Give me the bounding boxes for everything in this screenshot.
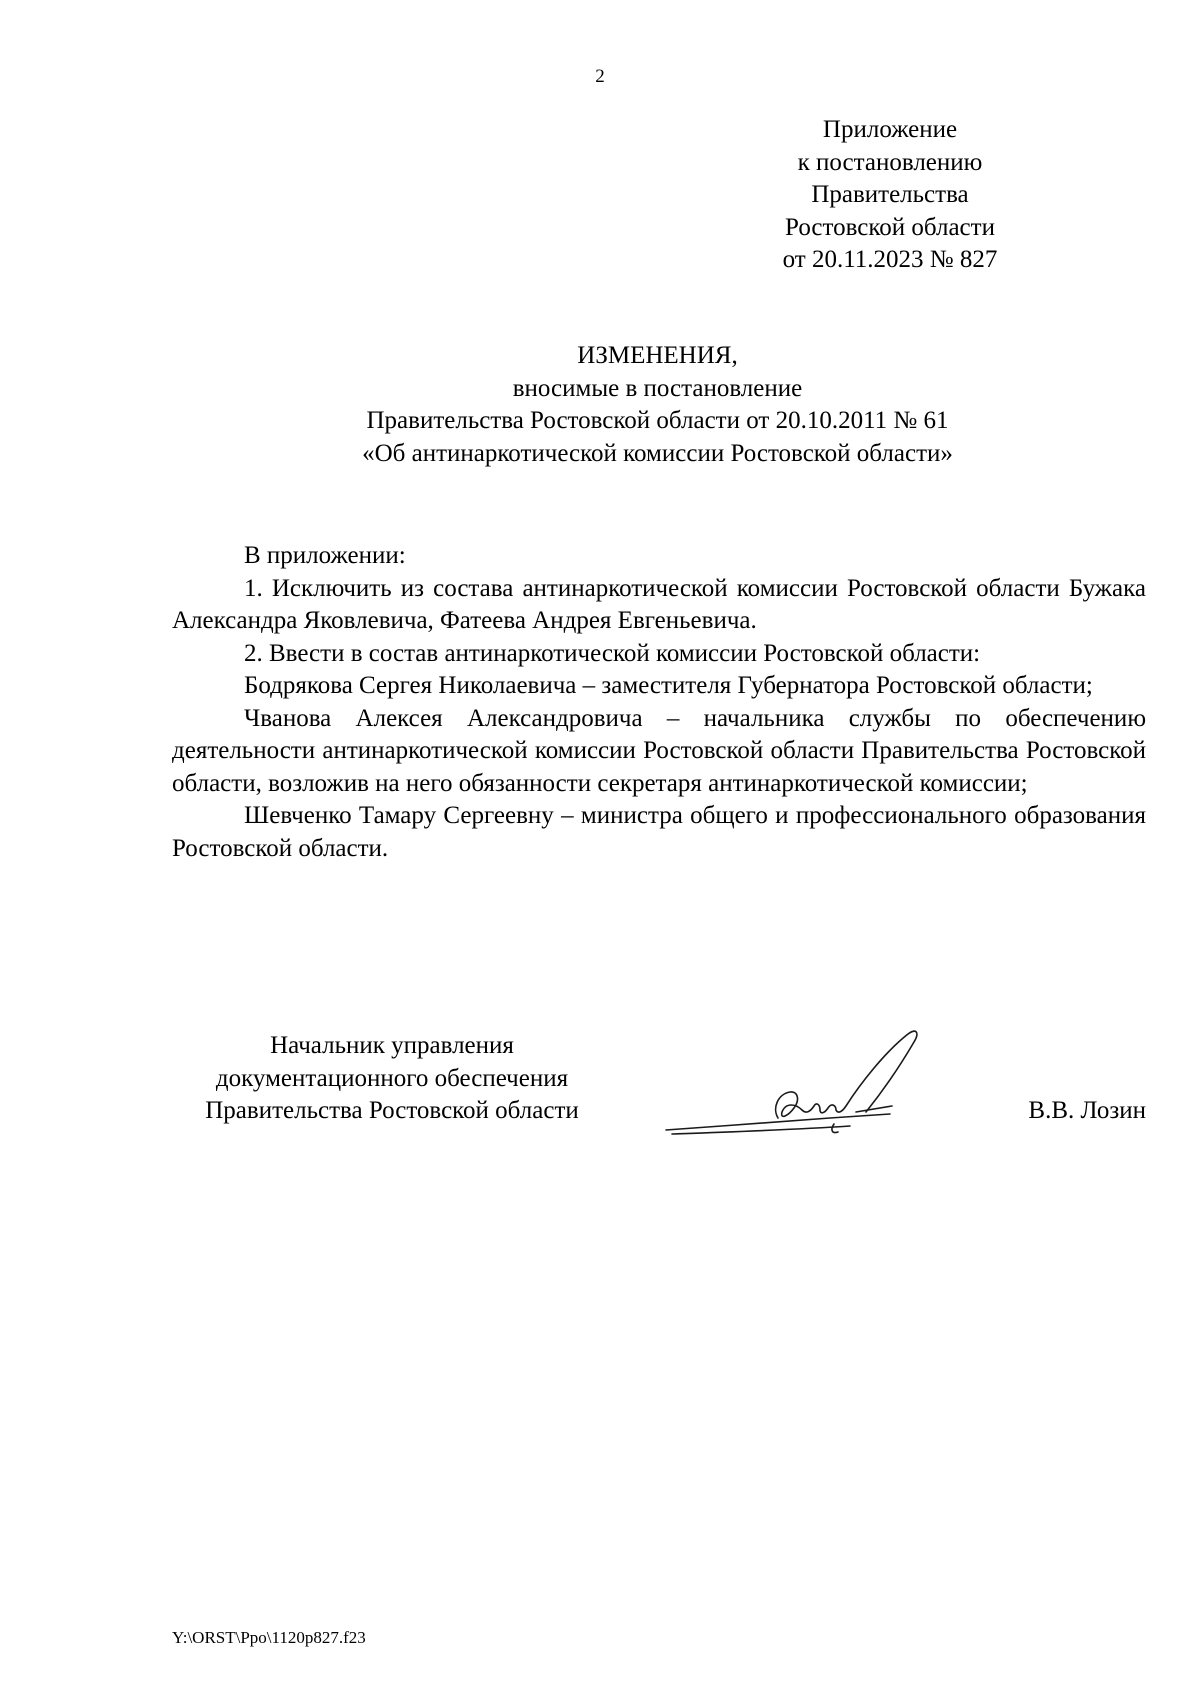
appendix-line: Приложение <box>822 116 958 143</box>
signatory-name: В.В. Лозин <box>1028 1097 1146 1124</box>
appendix-line: Ростовской области <box>785 213 995 241</box>
signatory-title-line: документационного обеспечения <box>215 1064 569 1092</box>
paragraph-item-2: 2. Ввести в состав антинаркотической комиссии Ростовской области: <box>244 639 981 667</box>
heading-line: «Об антинаркотической комиссии Ростовской области» <box>362 439 953 467</box>
document-title: ИЗМЕНЕНИЯ, <box>577 342 738 369</box>
signatory-title-line: Начальник управления <box>270 1032 514 1059</box>
paragraph-member: Чванова Алексея Александровича – начальника службы по обеспечению деятельности антинаркотической комиссии Ростовской области Правительства Ростовской области, возложив на него обязанности секретаря антинаркотической комиссии; <box>172 704 1146 797</box>
paragraph-item-1: 1. Исключить из состава антинаркотической комиссии Ростовской области Бужака Александра Яковлевича, Фатеева Андрея Евгеньевича. <box>172 574 1146 634</box>
heading-line: Правительства Ростовской области от 20.10.2011 № 61 <box>366 407 949 434</box>
paragraph-intro: В приложении: <box>244 542 406 569</box>
appendix-stamp <box>720 114 1060 277</box>
page-number: 2 <box>595 66 605 87</box>
signature-block <box>172 1030 1146 1140</box>
document-heading <box>170 340 1145 470</box>
document-body <box>172 540 1146 865</box>
signatory-title-line: Правительства Ростовской области <box>205 1097 579 1124</box>
handwritten-signature <box>660 1022 940 1152</box>
paragraph-member: Бодрякова Сергея Николаевича – заместителя Губернатора Ростовской области; <box>244 672 1093 699</box>
appendix-line: к постановлению <box>797 148 983 176</box>
file-path: Y:\ORST\Ppo\1120p827.f23 <box>172 1628 366 1647</box>
signatory-title <box>172 1030 612 1128</box>
paragraph-member: Шевченко Тамару Сергеевну – министра общего и профессионального образования Ростовской области. <box>172 802 1146 862</box>
appendix-line: Правительства <box>811 181 969 208</box>
appendix-line: от 20.11.2023 № 827 <box>782 246 998 273</box>
heading-line: вносимые в постановление <box>512 374 803 402</box>
